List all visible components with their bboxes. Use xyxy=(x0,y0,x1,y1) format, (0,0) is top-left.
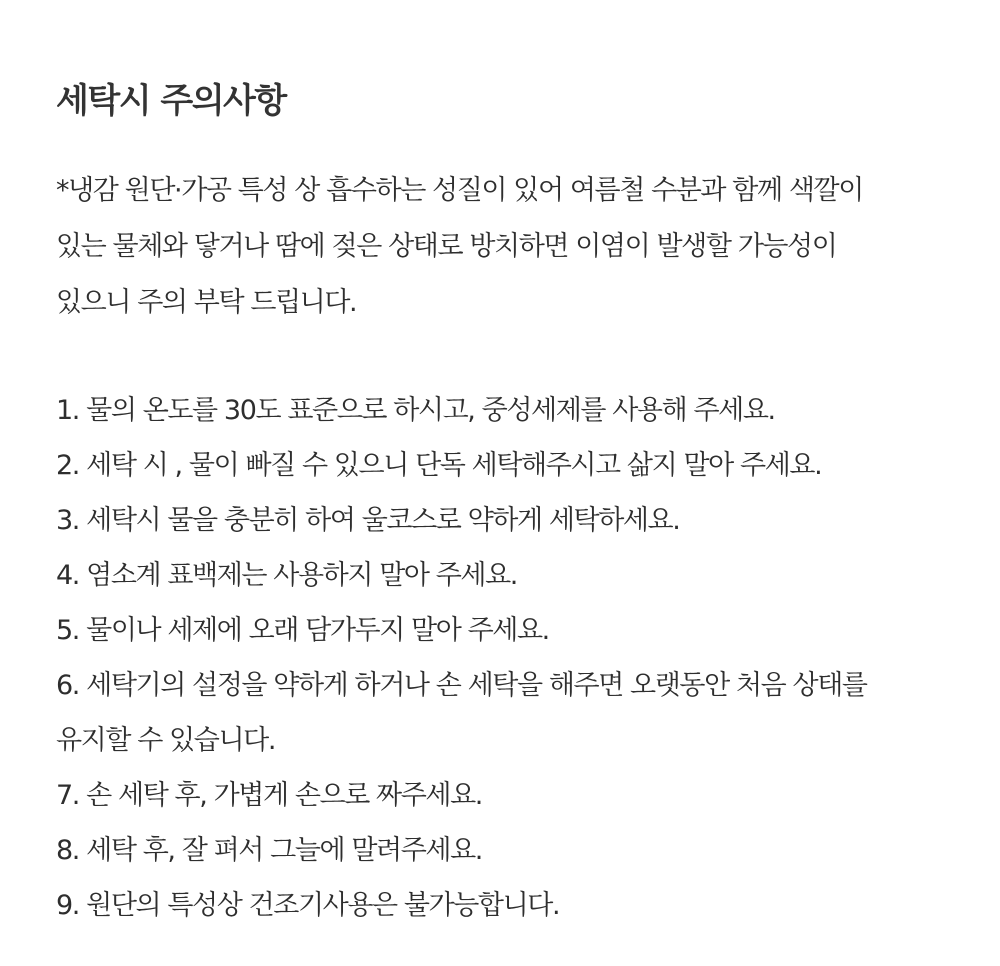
care-rule xyxy=(56,548,986,603)
care-rule-text: 유지할 수 있습니다. xyxy=(56,725,276,756)
care-rule-text: 2. 세탁 시 , 물이 빠질 수 있으니 단독 세탁해주시고 삶지 말아 주세요. xyxy=(56,450,822,481)
intro-paragraph xyxy=(56,163,986,331)
care-rule-text: 5. 물이나 세제에 오래 담가두지 말아 주세요. xyxy=(56,615,549,646)
care-rule xyxy=(56,658,986,713)
intro-line: 있으니 주의 부탁 드립니다. xyxy=(56,287,357,318)
care-rule-text: 1. 물의 온도를 30도 표준으로 하시고, 중성세제를 사용해 주세요. xyxy=(56,395,775,426)
care-rules-list xyxy=(56,383,986,933)
care-rule-text: 9. 원단의 특성상 건조기사용은 불가능합니다. xyxy=(56,890,560,921)
care-rule xyxy=(56,493,986,548)
care-rule-text: 3. 세탁시 물을 충분히 하여 울코스로 약하게 세탁하세요. xyxy=(56,505,680,536)
care-rule xyxy=(56,603,986,658)
notice-title: 세탁시 주의사항 xyxy=(56,81,286,121)
care-rule xyxy=(56,823,986,878)
care-rule xyxy=(56,438,986,493)
intro-line: *냉감 원단·가공 특성 상 흡수하는 성질이 있어 여름철 수분과 함께 색깔이 xyxy=(56,175,863,206)
intro-line: 있는 물체와 닿거나 땀에 젖은 상태로 방치하면 이염이 발생할 가능성이 xyxy=(56,231,837,262)
care-rule-continuation xyxy=(56,713,986,768)
care-rule xyxy=(56,878,986,933)
care-rule xyxy=(56,768,986,823)
care-rule xyxy=(56,383,986,438)
care-rule-text: 4. 염소계 표백제는 사용하지 말아 주세요. xyxy=(56,560,517,591)
care-rule-text: 7. 손 세탁 후, 가볍게 손으로 짜주세요. xyxy=(56,780,482,811)
care-rule-text: 6. 세탁기의 설정을 약하게 하거나 손 세탁을 해주면 오랫동안 처음 상태를 xyxy=(56,670,867,701)
care-rule-text: 8. 세탁 후, 잘 펴서 그늘에 말려주세요. xyxy=(56,835,482,866)
